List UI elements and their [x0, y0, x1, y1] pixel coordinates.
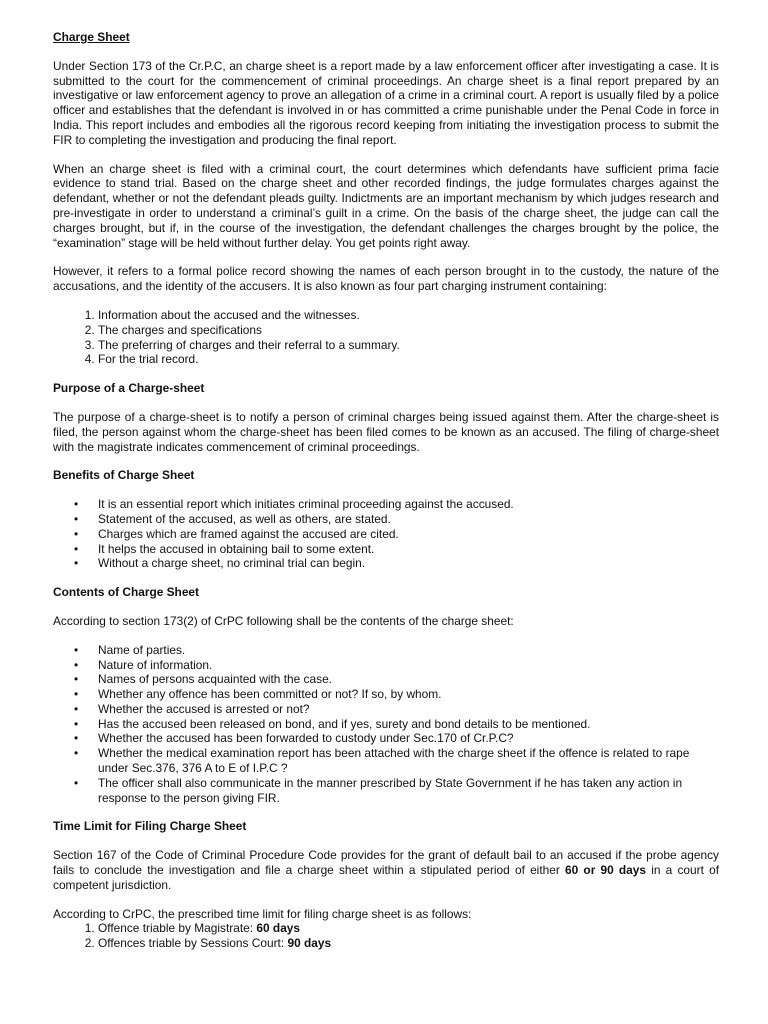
- bullet-icon: •: [74, 775, 79, 790]
- list-item: • Statement of the accused, as well as others, are stated.: [74, 511, 391, 526]
- time-limit-list: [53, 921, 719, 951]
- list-item: • Whether the accused has been forwarded to custody under Sec.170 of Cr.P.C?: [74, 731, 514, 746]
- purpose-paragraph: The purpose of a charge-sheet is to notify a person of criminal charges being issued against them. After the charge-sheet is filed, the person against whom the charge-sheet has been filed comes to be known as an accused. The filing of charge-sheet with the magistrate indicates commencement of criminal proceedings.: [53, 409, 719, 454]
- purpose-heading: Purpose of a Charge-sheet: [53, 381, 205, 396]
- bullet-icon: •: [74, 701, 79, 716]
- list-item: 3. The preferring of charges and their referral to a summary.: [98, 338, 719, 353]
- list-item: • It is an essential report which initiates criminal proceeding against the accused.: [74, 497, 514, 512]
- list-item: • Whether any offence has been committed or not? If so, by whom.: [74, 687, 442, 702]
- bullet-icon: •: [74, 556, 79, 571]
- list-item: • Whether the medical examination report has been attached with the charge sheet if the offence is related to rape under Sec.376, 376 A to E of I.P.C ?: [74, 746, 690, 776]
- list-item: • Name of parties.: [74, 642, 186, 657]
- bullet-icon: •: [74, 716, 79, 731]
- bullet-icon: •: [74, 497, 79, 512]
- list-item: • Has the accused been released on bond, and if yes, surety and bond details to be mentioned.: [74, 716, 591, 731]
- benefits-list: [53, 497, 719, 571]
- benefits-heading: Benefits of Charge Sheet: [53, 468, 195, 483]
- intro-paragraph-2: When an charge sheet is filed with a criminal court, the court determines which defendants have sufficient prima facie evidence to stand trial. Based on the charge sheet and other recorded findings, the judge formulates charges against the defendant, whether or not the defendant pleads guilty. Indictments are an important mechanism by which judges research and pre-investigate in order to understand a criminal’s guilt in a crime. On the basis of the charge sheet, the judge can call the charges brought, but if, in the course of the investigation, the defendant challenges the charges brought by the police, the “examination” stage will be held without further delay. You get points right away.: [53, 161, 719, 250]
- list-item: 2. The charges and specifications: [98, 323, 719, 338]
- time-limit-paragraph: Section 167 of the Code of Criminal Procedure Code provides for the grant of default bail to an accused if the probe agency fails to conclude the investigation and file a charge sheet within a stipulated period of either 60 or 90 days in a court of competent jurisdiction.: [53, 848, 719, 892]
- bullet-icon: •: [74, 642, 79, 657]
- bullet-icon: •: [74, 731, 79, 746]
- bullet-icon: •: [74, 746, 79, 761]
- list-item: • Without a charge sheet, no criminal trial can begin.: [74, 556, 366, 571]
- list-item: 1. Offence triable by Magistrate: 60 days: [98, 921, 719, 936]
- list-item: 1. Information about the accused and the witnesses.: [98, 308, 719, 323]
- bullet-icon: •: [74, 657, 79, 672]
- contents-list: [53, 643, 719, 806]
- intro-paragraph-3: However, it refers to a formal police record showing the names of each person brought in to the custody, the nature of the accusations, and the identity of the accusers. It is also known as four part charging instrument containing:: [53, 264, 719, 294]
- bullet-icon: •: [74, 541, 79, 556]
- default-bail-period: 60 or 90 days: [565, 863, 647, 878]
- bullet-icon: •: [74, 511, 79, 526]
- four-part-list: [53, 308, 719, 367]
- list-item: • Nature of information.: [74, 657, 213, 672]
- list-item: • It helps the accused in obtaining bail to some extent.: [74, 541, 375, 556]
- bullet-icon: •: [74, 687, 79, 702]
- list-item: • Charges which are framed against the accused are cited.: [74, 526, 399, 541]
- bullet-icon: •: [74, 526, 79, 541]
- time-limit-intro: According to CrPC, the prescribed time limit for filing charge sheet is as follows:: [53, 906, 472, 921]
- list-item: 2. Offences triable by Sessions Court: 90 days: [98, 936, 719, 951]
- contents-intro: According to section 173(2) of CrPC following shall be the contents of the charge sheet:: [53, 613, 514, 628]
- list-item: • Names of persons acquainted with the case.: [74, 672, 332, 687]
- document-title: Charge Sheet: [53, 30, 130, 44]
- list-item: 4. For the trial record.: [98, 352, 719, 367]
- intro-paragraph-1: Under Section 173 of the Cr.P.C, an charge sheet is a report made by a law enforcement officer after investigating a case. It is submitted to the court for the commencement of criminal proceedings. An charge sheet is a final report prepared by an investigative or law enforcement agency to prove an allegation of a crime in a criminal court. A report is usually filed by a police officer and establishes that the defendant is involved in or has committed a crime punishable under the Penal Code in force in India. This report includes and embodies all the rigorous record keeping from initiating the investigation process to submit the FIR to completing the investigation and producing the final report.: [53, 58, 719, 147]
- list-item: • The officer shall also communicate in the manner prescribed by State Government if he has taken any action in response to the person giving FIR.: [74, 775, 683, 805]
- bullet-icon: •: [74, 672, 79, 687]
- list-item: • Whether the accused is arrested or not?: [74, 701, 310, 716]
- contents-heading: Contents of Charge Sheet: [53, 585, 200, 600]
- time-limit-heading: Time Limit for Filing Charge Sheet: [53, 819, 247, 834]
